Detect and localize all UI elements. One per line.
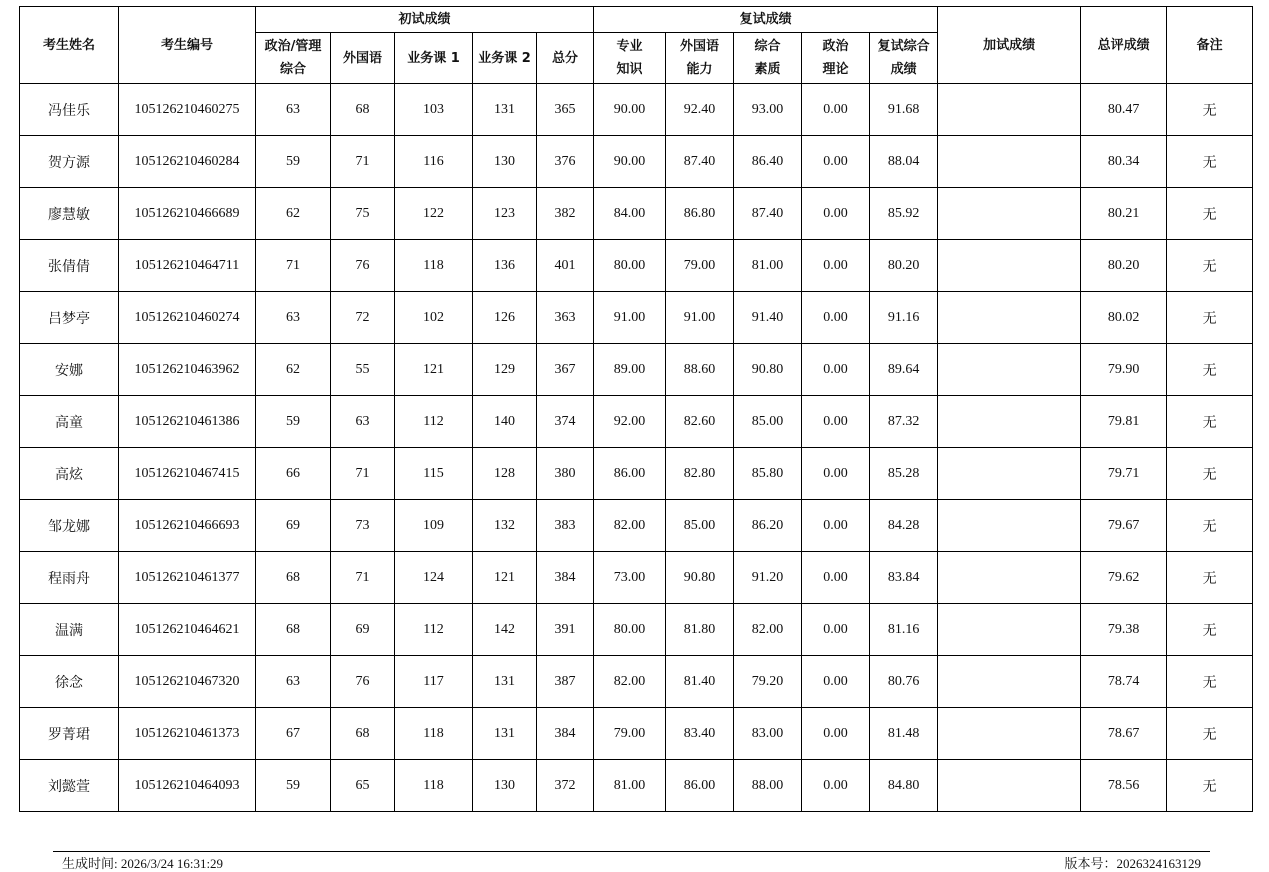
- retest-score: 88.04: [870, 136, 938, 188]
- extra-score: [938, 604, 1081, 656]
- retest-score: 79.20: [734, 656, 802, 708]
- retest-score: 81.48: [870, 708, 938, 760]
- prelim-score: 63: [256, 84, 331, 136]
- retest-score: 0.00: [802, 656, 870, 708]
- prelim-subheader-line1: 业务课 2: [478, 50, 531, 66]
- retest-score: 0.00: [802, 760, 870, 812]
- note-cell: 无: [1167, 292, 1253, 344]
- retest-score: 87.40: [734, 188, 802, 240]
- prelim-score: 131: [473, 656, 537, 708]
- retest-score: 79.00: [666, 240, 734, 292]
- retest-score: 85.00: [666, 500, 734, 552]
- prelim-score: 73: [331, 500, 395, 552]
- total-score: 78.74: [1081, 656, 1167, 708]
- col-header-extra: 加试成绩: [938, 7, 1081, 84]
- prelim-score: 132: [473, 500, 537, 552]
- prelim-score: 382: [537, 188, 594, 240]
- retest-score: 85.92: [870, 188, 938, 240]
- retest-score: 91.20: [734, 552, 802, 604]
- retest-score: 85.00: [734, 396, 802, 448]
- prelim-score: 363: [537, 292, 594, 344]
- retest-score: 92.40: [666, 84, 734, 136]
- generated-time: 生成时间: 2026/3/24 16:31:29: [62, 856, 224, 871]
- prelim-score: 131: [473, 708, 537, 760]
- candidate-name: 冯佳乐: [20, 84, 119, 136]
- table-row: [20, 760, 1253, 812]
- retest-score: 91.00: [594, 292, 666, 344]
- prelim-score: 76: [331, 656, 395, 708]
- retest-subheader-line2: 素质: [754, 62, 781, 77]
- prelim-score: 123: [473, 188, 537, 240]
- table-row: [20, 136, 1253, 188]
- candidate-name: 邹龙娜: [20, 500, 119, 552]
- retest-score: 80.00: [594, 240, 666, 292]
- prelim-score: 128: [473, 448, 537, 500]
- total-score: 79.71: [1081, 448, 1167, 500]
- col-header-name: 考生姓名: [20, 7, 119, 84]
- table-row: [20, 656, 1253, 708]
- candidate-name: 安娜: [20, 344, 119, 396]
- retest-score: 80.00: [594, 604, 666, 656]
- retest-score: 0.00: [802, 240, 870, 292]
- prelim-score: 142: [473, 604, 537, 656]
- footer-divider: [53, 851, 1210, 852]
- total-score: 80.20: [1081, 240, 1167, 292]
- prelim-score: 112: [395, 396, 473, 448]
- prelim-score: 140: [473, 396, 537, 448]
- total-score: 80.34: [1081, 136, 1167, 188]
- candidate-name: 温满: [20, 604, 119, 656]
- retest-score: 0.00: [802, 552, 870, 604]
- prelim-subheader-line1: 业务课 1: [407, 50, 460, 66]
- prelim-score: 115: [395, 448, 473, 500]
- col-header-total: 总评成绩: [1081, 7, 1167, 84]
- prelim-score: 365: [537, 84, 594, 136]
- prelim-subheader: [473, 33, 537, 84]
- note-cell: 无: [1167, 188, 1253, 240]
- note-cell: 无: [1167, 656, 1253, 708]
- candidate-id: 105126210466693: [119, 500, 256, 552]
- prelim-subheader-line1: 政治/管理: [264, 39, 322, 54]
- retest-score: 85.28: [870, 448, 938, 500]
- candidate-name: 吕梦亭: [20, 292, 119, 344]
- note-cell: 无: [1167, 708, 1253, 760]
- retest-score: 80.76: [870, 656, 938, 708]
- retest-score: 83.00: [734, 708, 802, 760]
- prelim-score: 383: [537, 500, 594, 552]
- retest-score: 80.20: [870, 240, 938, 292]
- candidate-id: 105126210464711: [119, 240, 256, 292]
- prelim-score: 118: [395, 240, 473, 292]
- prelim-score: 59: [256, 396, 331, 448]
- candidate-name: 徐念: [20, 656, 119, 708]
- score-table: [19, 6, 1253, 812]
- extra-score: [938, 240, 1081, 292]
- table-row: [20, 552, 1253, 604]
- prelim-score: 69: [331, 604, 395, 656]
- note-cell: 无: [1167, 500, 1253, 552]
- extra-score: [938, 708, 1081, 760]
- candidate-name: 贺方源: [20, 136, 119, 188]
- note-cell: 无: [1167, 448, 1253, 500]
- retest-score: 79.00: [594, 708, 666, 760]
- table-row: [20, 604, 1253, 656]
- candidate-name: 刘懿萱: [20, 760, 119, 812]
- prelim-score: 71: [256, 240, 331, 292]
- total-score: 80.02: [1081, 292, 1167, 344]
- candidate-id: 105126210460275: [119, 84, 256, 136]
- retest-score: 86.00: [594, 448, 666, 500]
- retest-score: 90.80: [734, 344, 802, 396]
- retest-score: 86.00: [666, 760, 734, 812]
- prelim-score: 59: [256, 760, 331, 812]
- prelim-score: 136: [473, 240, 537, 292]
- prelim-score: 376: [537, 136, 594, 188]
- retest-score: 84.28: [870, 500, 938, 552]
- table-row: [20, 292, 1253, 344]
- extra-score: [938, 656, 1081, 708]
- extra-score: [938, 760, 1081, 812]
- candidate-id: 105126210464621: [119, 604, 256, 656]
- prelim-score: 69: [256, 500, 331, 552]
- candidate-name: 罗菁珺: [20, 708, 119, 760]
- table-row: [20, 84, 1253, 136]
- total-score: 78.67: [1081, 708, 1167, 760]
- total-score: 79.90: [1081, 344, 1167, 396]
- retest-score: 81.40: [666, 656, 734, 708]
- prelim-score: 118: [395, 708, 473, 760]
- prelim-score: 384: [537, 708, 594, 760]
- note-cell: 无: [1167, 552, 1253, 604]
- prelim-score: 62: [256, 344, 331, 396]
- retest-score: 86.40: [734, 136, 802, 188]
- version-number: 版本号：2026324163129: [1064, 856, 1201, 871]
- prelim-score: 62: [256, 188, 331, 240]
- prelim-subheader-line1: 外国语: [342, 50, 382, 66]
- retest-score: 88.60: [666, 344, 734, 396]
- extra-score: [938, 344, 1081, 396]
- prelim-score: 130: [473, 760, 537, 812]
- extra-score: [938, 396, 1081, 448]
- retest-score: 85.80: [734, 448, 802, 500]
- extra-score: [938, 136, 1081, 188]
- retest-score: 0.00: [802, 292, 870, 344]
- prelim-score: 117: [395, 656, 473, 708]
- prelim-score: 75: [331, 188, 395, 240]
- prelim-score: 68: [331, 84, 395, 136]
- note-cell: 无: [1167, 136, 1253, 188]
- prelim-score: 55: [331, 344, 395, 396]
- retest-subheader: [734, 33, 802, 84]
- candidate-id: 105126210460274: [119, 292, 256, 344]
- prelim-score: 68: [331, 708, 395, 760]
- retest-score: 86.80: [666, 188, 734, 240]
- retest-score: 82.00: [594, 656, 666, 708]
- prelim-score: 102: [395, 292, 473, 344]
- retest-score: 86.20: [734, 500, 802, 552]
- retest-subheader-line2: 理论: [822, 62, 849, 77]
- prelim-score: 109: [395, 500, 473, 552]
- candidate-id: 105126210460284: [119, 136, 256, 188]
- candidate-id: 105126210464093: [119, 760, 256, 812]
- prelim-score: 68: [256, 604, 331, 656]
- table-row: [20, 240, 1253, 292]
- prelim-score: 76: [331, 240, 395, 292]
- prelim-score: 103: [395, 84, 473, 136]
- candidate-name: 廖慧敏: [20, 188, 119, 240]
- retest-subheader: [802, 33, 870, 84]
- table-row: [20, 188, 1253, 240]
- prelim-score: 71: [331, 136, 395, 188]
- prelim-subheader: [256, 33, 331, 84]
- table-row: [20, 396, 1253, 448]
- table-row: [20, 500, 1253, 552]
- retest-score: 92.00: [594, 396, 666, 448]
- retest-subheader-line1: 综合: [754, 39, 781, 54]
- prelim-score: 387: [537, 656, 594, 708]
- table-body: [20, 84, 1253, 812]
- candidate-id: 105126210467415: [119, 448, 256, 500]
- retest-score: 87.32: [870, 396, 938, 448]
- prelim-score: 129: [473, 344, 537, 396]
- prelim-score: 401: [537, 240, 594, 292]
- group-header-retest: 复试成绩: [594, 7, 938, 33]
- prelim-score: 68: [256, 552, 331, 604]
- prelim-score: 384: [537, 552, 594, 604]
- total-score: 79.38: [1081, 604, 1167, 656]
- candidate-id: 105126210461386: [119, 396, 256, 448]
- retest-score: 89.00: [594, 344, 666, 396]
- retest-subheader: [594, 33, 666, 84]
- prelim-score: 391: [537, 604, 594, 656]
- retest-score: 0.00: [802, 708, 870, 760]
- retest-subheader-line2: 成绩: [890, 62, 917, 77]
- retest-score: 0.00: [802, 396, 870, 448]
- prelim-subheader-line2: 综合: [279, 62, 306, 77]
- retest-score: 81.80: [666, 604, 734, 656]
- table-header: [20, 7, 1253, 84]
- retest-score: 90.00: [594, 136, 666, 188]
- prelim-score: 372: [537, 760, 594, 812]
- total-score: 80.21: [1081, 188, 1167, 240]
- retest-score: 91.68: [870, 84, 938, 136]
- extra-score: [938, 188, 1081, 240]
- retest-score: 0.00: [802, 448, 870, 500]
- prelim-subheader: [537, 33, 594, 84]
- total-score: 79.62: [1081, 552, 1167, 604]
- note-cell: 无: [1167, 396, 1253, 448]
- prelim-score: 59: [256, 136, 331, 188]
- prelim-score: 124: [395, 552, 473, 604]
- candidate-id: 105126210463962: [119, 344, 256, 396]
- prelim-score: 63: [256, 292, 331, 344]
- retest-score: 73.00: [594, 552, 666, 604]
- retest-subheader-line2: 能力: [686, 62, 713, 77]
- prelim-score: 116: [395, 136, 473, 188]
- candidate-name: 张倩倩: [20, 240, 119, 292]
- total-score: 78.56: [1081, 760, 1167, 812]
- note-cell: 无: [1167, 84, 1253, 136]
- extra-score: [938, 448, 1081, 500]
- retest-score: 82.60: [666, 396, 734, 448]
- candidate-name: 程雨舟: [20, 552, 119, 604]
- retest-score: 90.80: [666, 552, 734, 604]
- extra-score: [938, 84, 1081, 136]
- candidate-id: 105126210461373: [119, 708, 256, 760]
- table-row: [20, 708, 1253, 760]
- retest-score: 0.00: [802, 604, 870, 656]
- retest-score: 91.16: [870, 292, 938, 344]
- prelim-score: 71: [331, 448, 395, 500]
- col-header-note: 备注: [1167, 7, 1253, 84]
- prelim-score: 131: [473, 84, 537, 136]
- table-row: [20, 448, 1253, 500]
- retest-score: 82.00: [594, 500, 666, 552]
- retest-score: 81.16: [870, 604, 938, 656]
- note-cell: 无: [1167, 344, 1253, 396]
- prelim-score: 71: [331, 552, 395, 604]
- note-cell: 无: [1167, 240, 1253, 292]
- candidate-name: 高炫: [20, 448, 119, 500]
- retest-score: 82.00: [734, 604, 802, 656]
- prelim-subheader: [395, 33, 473, 84]
- retest-score: 0.00: [802, 344, 870, 396]
- table-row: [20, 344, 1253, 396]
- retest-score: 0.00: [802, 500, 870, 552]
- prelim-score: 367: [537, 344, 594, 396]
- retest-subheader: [870, 33, 938, 84]
- retest-score: 0.00: [802, 188, 870, 240]
- retest-score: 89.64: [870, 344, 938, 396]
- retest-score: 88.00: [734, 760, 802, 812]
- note-cell: 无: [1167, 604, 1253, 656]
- prelim-score: 130: [473, 136, 537, 188]
- candidate-id: 105126210467320: [119, 656, 256, 708]
- retest-score: 90.00: [594, 84, 666, 136]
- prelim-score: 121: [473, 552, 537, 604]
- retest-score: 84.80: [870, 760, 938, 812]
- retest-score: 87.40: [666, 136, 734, 188]
- prelim-score: 72: [331, 292, 395, 344]
- prelim-score: 66: [256, 448, 331, 500]
- prelim-score: 126: [473, 292, 537, 344]
- prelim-score: 65: [331, 760, 395, 812]
- total-score: 79.67: [1081, 500, 1167, 552]
- prelim-score: 121: [395, 344, 473, 396]
- retest-score: 83.84: [870, 552, 938, 604]
- prelim-score: 118: [395, 760, 473, 812]
- retest-score: 81.00: [734, 240, 802, 292]
- candidate-id: 105126210466689: [119, 188, 256, 240]
- retest-subheader-line1: 复试综合: [877, 39, 930, 54]
- retest-subheader-line2: 知识: [616, 62, 643, 77]
- prelim-score: 63: [256, 656, 331, 708]
- prelim-score: 122: [395, 188, 473, 240]
- extra-score: [938, 500, 1081, 552]
- retest-score: 81.00: [594, 760, 666, 812]
- col-header-id: 考生编号: [119, 7, 256, 84]
- group-header-prelim: 初试成绩: [256, 7, 594, 33]
- prelim-score: 380: [537, 448, 594, 500]
- retest-subheader: [666, 33, 734, 84]
- candidate-id: 105126210461377: [119, 552, 256, 604]
- prelim-score: 112: [395, 604, 473, 656]
- prelim-score: 374: [537, 396, 594, 448]
- prelim-score: 63: [331, 396, 395, 448]
- retest-score: 91.40: [734, 292, 802, 344]
- retest-subheader-line1: 专业: [616, 39, 643, 54]
- extra-score: [938, 552, 1081, 604]
- total-score: 79.81: [1081, 396, 1167, 448]
- prelim-score: 67: [256, 708, 331, 760]
- retest-score: 83.40: [666, 708, 734, 760]
- retest-subheader-line1: 政治: [822, 39, 849, 54]
- retest-score: 84.00: [594, 188, 666, 240]
- prelim-subheader-line1: 总分: [552, 50, 579, 66]
- prelim-subheader: [331, 33, 395, 84]
- retest-score: 82.80: [666, 448, 734, 500]
- retest-score: 93.00: [734, 84, 802, 136]
- extra-score: [938, 292, 1081, 344]
- retest-score: 91.00: [666, 292, 734, 344]
- retest-score: 0.00: [802, 84, 870, 136]
- note-cell: 无: [1167, 760, 1253, 812]
- retest-score: 0.00: [802, 136, 870, 188]
- retest-subheader-line1: 外国语: [680, 39, 720, 54]
- total-score: 80.47: [1081, 84, 1167, 136]
- candidate-name: 高童: [20, 396, 119, 448]
